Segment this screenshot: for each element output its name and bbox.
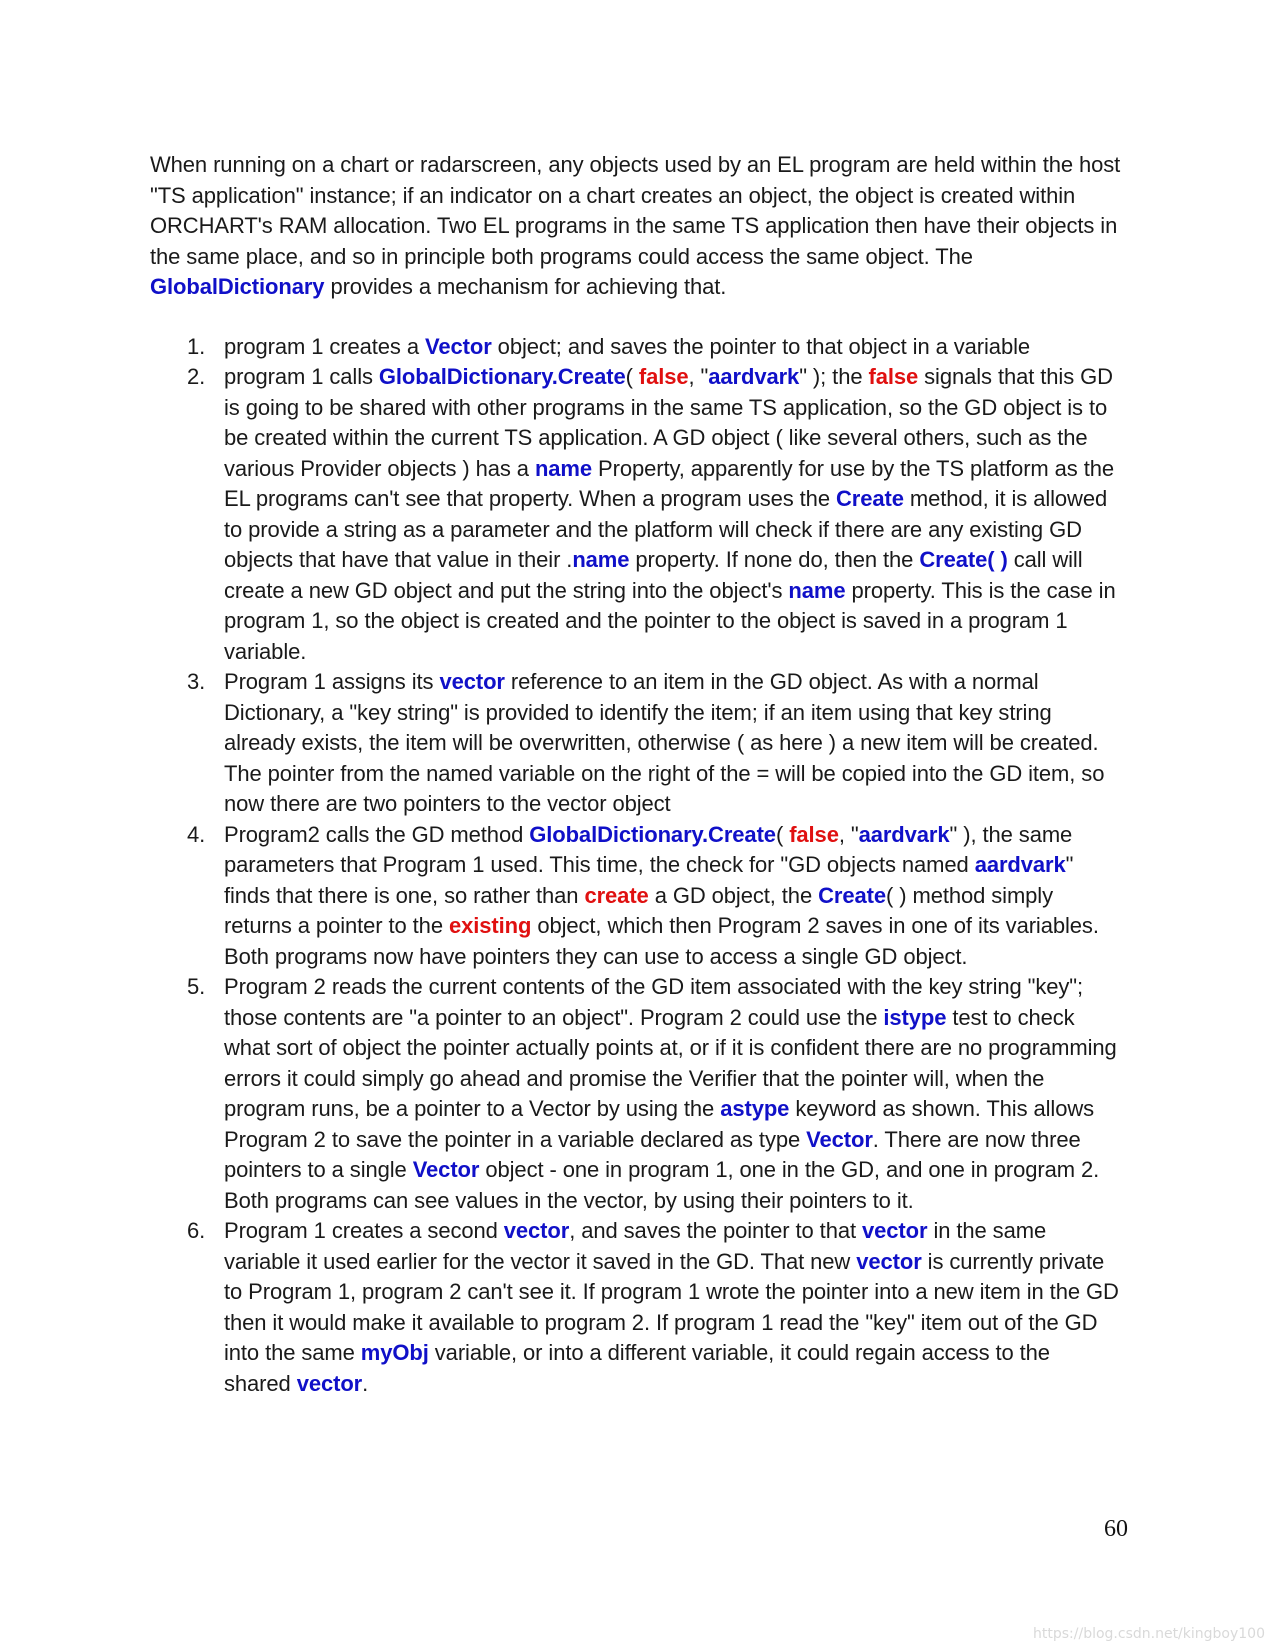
keyword-blue: GlobalDictionary.Create	[529, 821, 776, 847]
text-run: keyword as shown. This allows Program 2 to save the pointer in a variable declared as type	[224, 1096, 1095, 1152]
keyword-red: false	[868, 364, 919, 389]
keyword-red: create	[584, 882, 649, 908]
text-run: Program2 calls the GD method	[224, 821, 530, 847]
text-run: ( ) method simply returns a pointer to the	[224, 882, 1053, 938]
text-run: in the same variable it used earlier for the vector it saved in the GD. That new	[224, 1218, 1047, 1274]
text-run: is currently private to Program 1, program 2 can't see it. If program 1 wrote the pointer into a new item in the GD then it would make it available to program 2. If program 1 read the "key" item out of the GD into the same	[224, 1248, 1119, 1365]
list-item	[150, 972, 1122, 1216]
text-run: . There are now three pointers to a single	[224, 1126, 1081, 1182]
text-run: , "	[688, 364, 709, 389]
keyword-blue: name	[534, 455, 593, 481]
keyword-blue: vector	[439, 669, 505, 694]
keyword-red: false	[638, 364, 689, 389]
text-run: Program 2 reads the current contents of the GD item associated with the key string "key"; those contents are "a pointer to an object". Program 2 could use the	[224, 974, 1084, 1030]
text-run: call will create a new GD object and put the string into the object's	[224, 547, 1083, 603]
text-run: program 1 calls	[224, 364, 379, 389]
keyword-blue: vector	[862, 1218, 928, 1243]
text-run: , and saves the pointer to that	[569, 1218, 862, 1243]
text-run: Program 1 creates a second	[224, 1218, 504, 1243]
keyword-blue: Vector	[806, 1126, 873, 1152]
text-run: When running on a chart or radarscreen, any objects used by an EL program are held within the host "TS application" instance; if an indicator on a chart creates an object, the object is created within ORCHART's RAM allocation. Two EL programs in the same TS application then have their objects in the same place, and so in principle both programs could access the same object. The	[150, 152, 1121, 269]
text-run: reference to an item in the GD object. As with a normal Dictionary, a "key string" is provided to identify the item; if an item using that key string already exists, the item will be overwritten, otherwise ( as here ) a new item will be created. The pointer from the named variable on the right of the = will be copied into the GD item, so now there are two pointers to the vector object	[224, 669, 1105, 816]
keyword-blue: Create	[835, 486, 904, 511]
keyword-blue: name	[788, 577, 846, 603]
text-run: property. If none do, then the	[629, 547, 920, 572]
list-item	[150, 1216, 1122, 1399]
intro-paragraph	[150, 150, 1122, 303]
page-body	[150, 150, 1122, 1399]
keyword-blue: astype	[720, 1096, 790, 1121]
numbered-steps-list	[150, 332, 1122, 1400]
watermark-url: https://blog.csdn.net/kingboy100	[1033, 1626, 1265, 1642]
keyword-red: false	[789, 821, 839, 847]
text-run: property. This is the case in program 1, so the object is created and the pointer to the object is saved in a program 1 variable.	[224, 577, 1116, 664]
list-item	[150, 362, 1122, 667]
list-item-number: 2.	[187, 364, 206, 389]
list-item	[150, 667, 1122, 820]
keyword-blue: vector	[503, 1218, 570, 1243]
keyword-blue: GlobalDictionary.Create	[378, 364, 626, 389]
text-run: test to check what sort of object the pointer actually points at, or if it is confident there are no programming errors it could simply go ahead and promise the Verifier that the pointer will, when the program runs, be a pointer to a Vector by using the	[224, 1004, 1117, 1121]
text-run: (	[775, 821, 790, 847]
text-run: method, it is allowed to provide a string as a parameter and the platform will check if there are any existing GD objects that have that value in their .	[224, 486, 1108, 572]
text-run: program 1 creates a	[224, 333, 425, 359]
keyword-blue: myObj	[360, 1340, 429, 1365]
list-item-number: 6.	[187, 1218, 206, 1243]
text-run: .	[362, 1370, 369, 1396]
text-run: " finds that there is one, so rather than	[224, 852, 1074, 908]
list-item-number: 4.	[187, 821, 206, 847]
keyword-blue: vector	[856, 1248, 922, 1274]
keyword-blue: istype	[883, 1004, 947, 1030]
keyword-blue: Create	[818, 882, 886, 908]
list-item	[150, 820, 1122, 973]
text-run: (	[625, 364, 639, 389]
keyword-blue: aardvark	[708, 364, 800, 389]
list-item	[150, 332, 1122, 363]
list-item-number: 3.	[187, 669, 206, 694]
text-run: Program 1 assigns its	[224, 669, 440, 694]
text-run: variable, or into a different variable, it could regain access to the shared	[224, 1340, 1050, 1396]
text-run: provides a mechanism for achieving that.	[324, 274, 727, 299]
keyword-blue: Vector	[412, 1157, 480, 1182]
keyword-blue: aardvark	[974, 852, 1066, 877]
page-number: 60	[1104, 1516, 1128, 1542]
list-item-number: 5.	[187, 974, 206, 999]
text-run: a GD object, the	[648, 882, 819, 908]
text-run: " ); the	[799, 364, 869, 389]
text-run: object - one in program 1, one in the GD, and one in program 2. Both programs can see values in the vector, by using their pointers to it.	[224, 1157, 1100, 1213]
text-run: object; and saves the pointer to that object in a variable	[491, 333, 1031, 359]
keyword-blue: Vector	[425, 333, 492, 359]
text-run: , "	[838, 821, 859, 847]
text-run: " ), the same parameters that Program 1 used. This time, the check for "GD objects named	[224, 821, 1073, 877]
keyword-red: existing	[448, 913, 532, 938]
keyword-blue: GlobalDictionary	[150, 274, 325, 299]
keyword-blue: vector	[296, 1370, 363, 1396]
keyword-blue: name	[572, 547, 630, 572]
list-item-number: 1.	[187, 333, 206, 359]
text-run: signals that this GD is going to be shared with other programs in the same TS application, so the GD object is to be created within the current TS application. A GD object ( like several others, such as the various Provider objects ) has a	[224, 364, 1113, 481]
keyword-blue: aardvark	[858, 821, 950, 847]
keyword-blue: Create( )	[919, 547, 1008, 572]
text-run: object, which then Program 2 saves in one of its variables. Both programs now have pointers they can use to access a single GD object.	[224, 913, 1099, 969]
text-run: Property, apparently for use by the TS platform as the EL programs can't see that property. When a program uses the	[224, 455, 1114, 511]
